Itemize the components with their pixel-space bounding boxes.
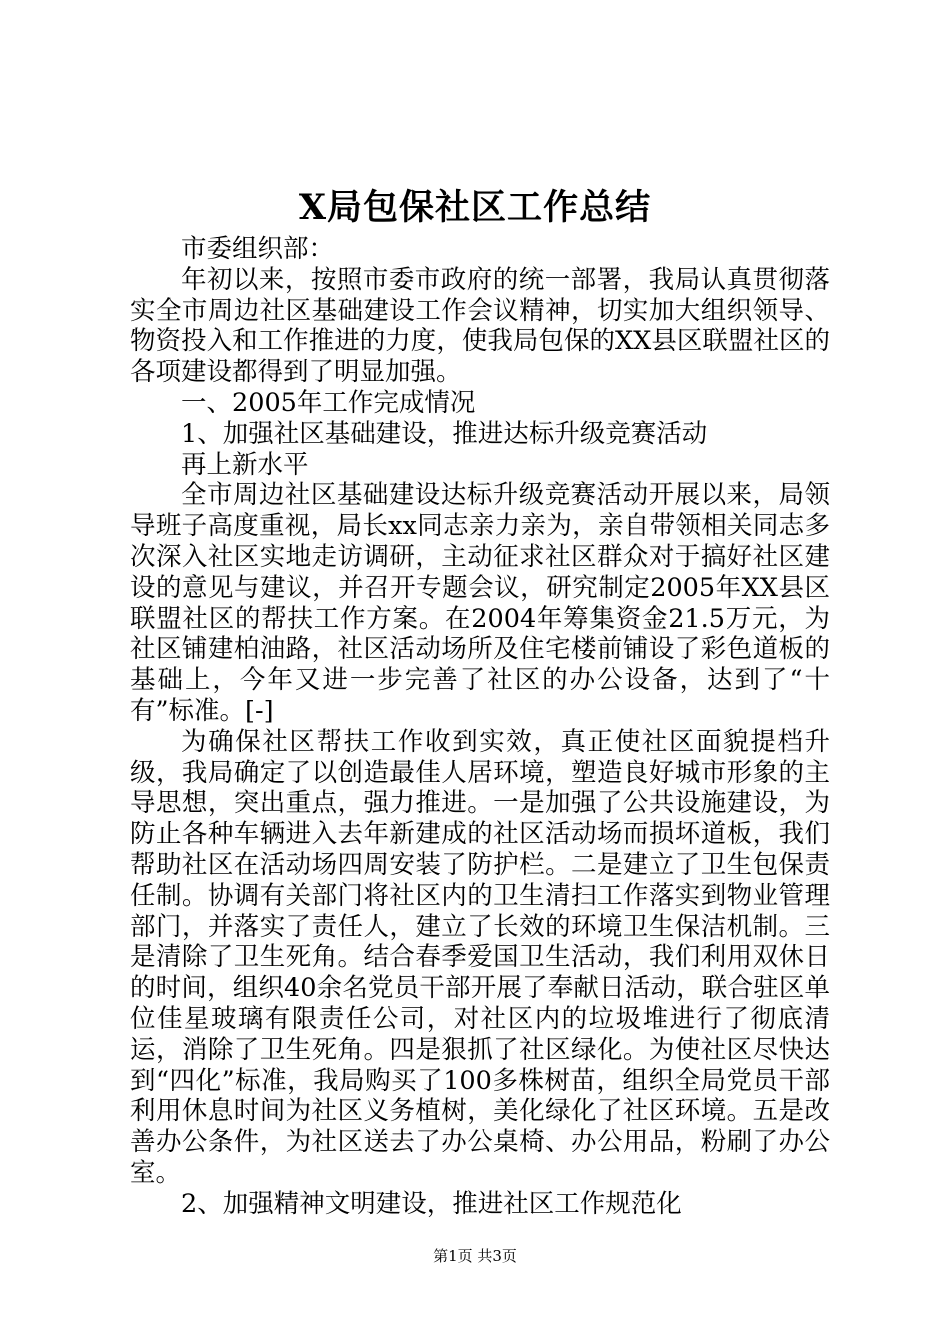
subsection-heading: 2、加强精神文明建设，推进社区工作规范化: [181, 1188, 682, 1219]
subsection-heading-continued: 再上新水平: [181, 449, 309, 480]
section-heading: 一、2005年工作完成情况: [181, 387, 476, 418]
document-title: X局包保社区工作总结: [298, 187, 652, 228]
body-paragraph: 全市周边社区基础建设达标升级竞赛活动开展以来，局领导班子高度重视，局长xx同志亲力亲为，亲自带领相关同志多次深入社区实地走访调研，主动征求社区群众对于搞好社区建设的意见与建议，并召开专题会议，研究制定2005年XX县区联盟社区的帮扶工作方案。在2004年筹集资金21.5万元，为社区铺建柏油路，社区活动场所及住宅楼前铺设了彩色道板的基础上，今年又进一步完善了社区的办公设备，达到了“十有”标准。[-]: [130, 480, 830, 726]
document-body: [130, 234, 830, 1220]
subsection-heading: 1、加强社区基础建设，推进达标升级竞赛活动: [181, 418, 708, 449]
body-paragraph: 为确保社区帮扶工作收到实效，真正使社区面貌提档升级，我局确定了以创造最佳人居环境，塑造良好城市形象的主导思想，突出重点，强力推进。一是加强了公共设施建设，为防止各种车辆进入去年新建成的社区活动场而损坏道板，我们帮助社区在活动场四周安装了防护栏。二是建立了卫生包保责任制。协调有关部门将社区内的卫生清扫工作落实到物业管理部门，并落实了责任人，建立了长效的环境卫生保洁机制。三是清除了卫生死角。结合春季爱国卫生活动，我们利用双休日的时间，组织40余名党员干部开展了奉献日活动，联合驻区单位佳星玻璃有限责任公司，对社区内的垃圾堆进行了彻底清运，消除了卫生死角。四是狠抓了社区绿化。为使社区尽快达到“四化”标准，我局购买了100多株树苗，组织全局党员干部利用休息时间为社区义务植树，美化绿化了社区环境。五是改善办公条件，为社区送去了办公桌椅、办公用品，粉刷了办公室。: [130, 726, 830, 1188]
page-number-footer: 第1页 共3页: [433, 1247, 517, 1265]
salutation: 市委组织部：: [181, 234, 335, 264]
body-paragraph: 年初以来，按照市委市政府的统一部署，我局认真贯彻落实全市周边社区基础建设工作会议精神，切实加大组织领导、物资投入和工作推进的力度，使我局包保的XX县区联盟社区的各项建设都得到了明显加强。: [130, 264, 830, 388]
